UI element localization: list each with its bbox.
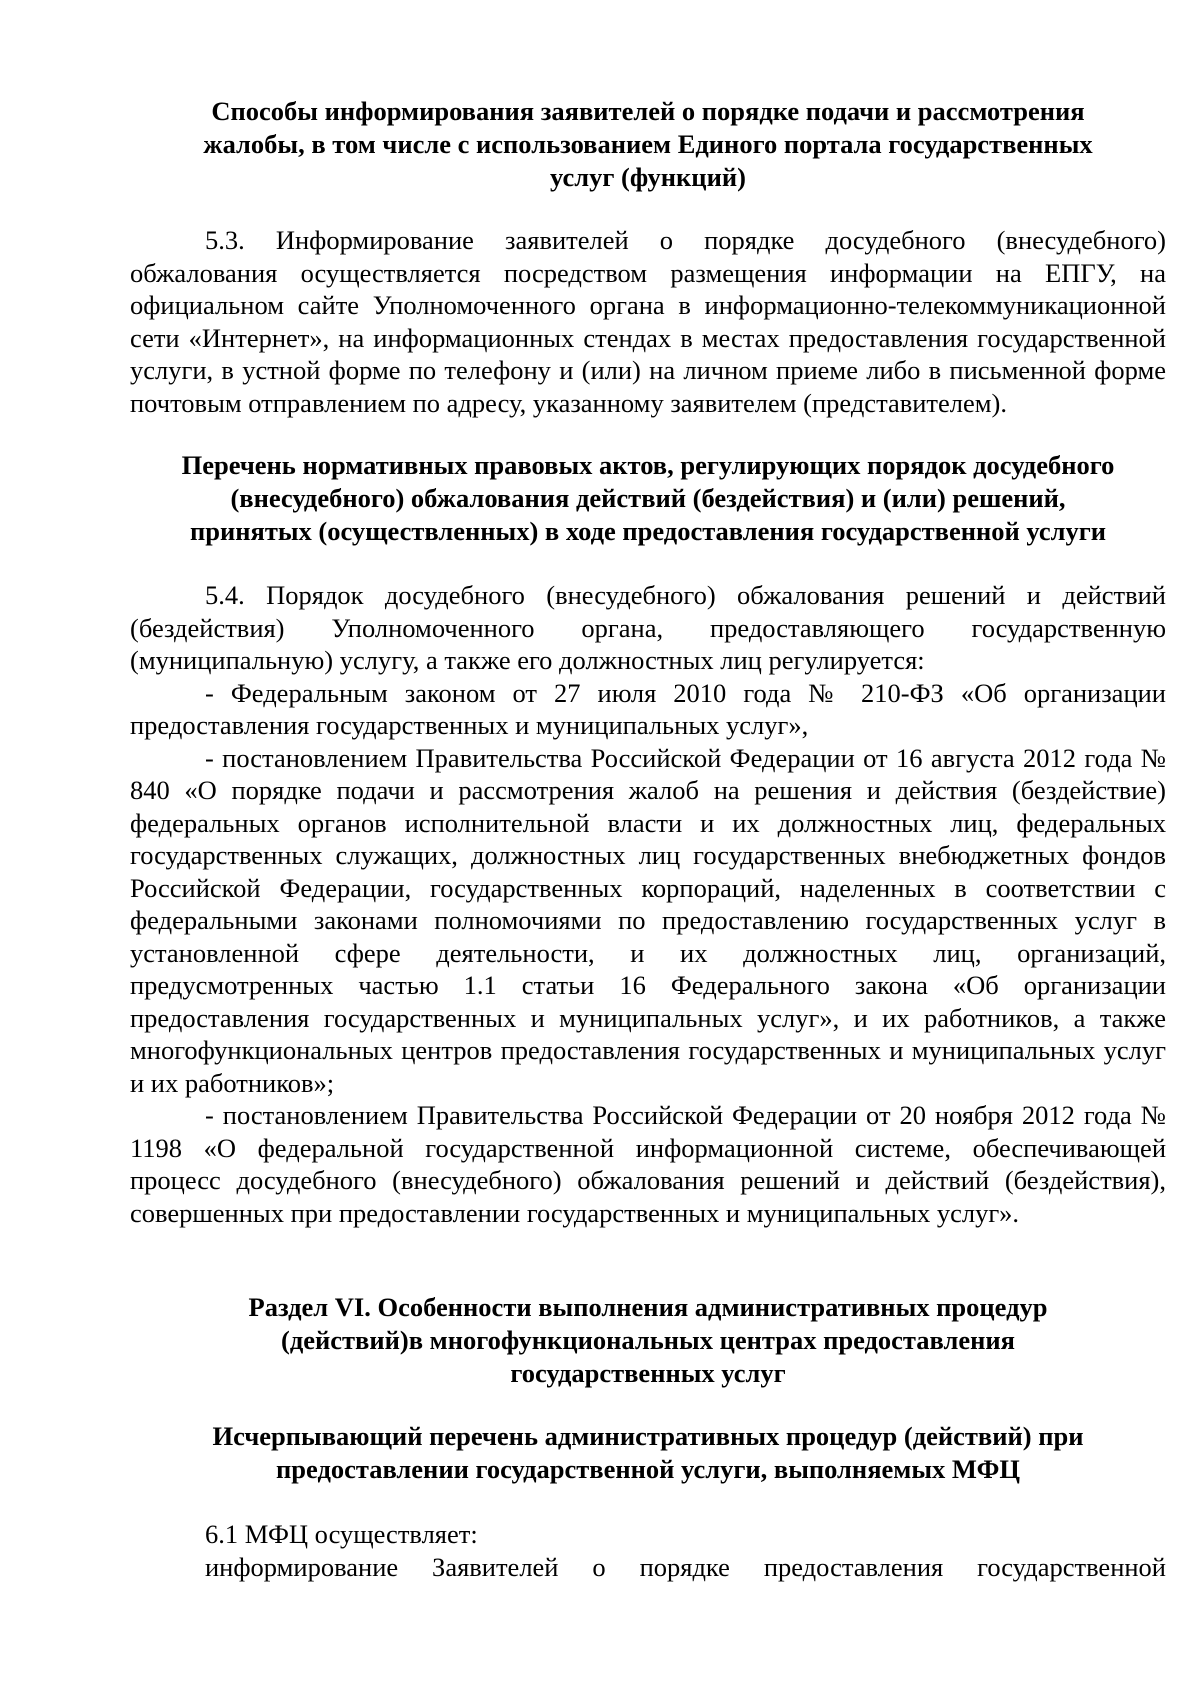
heading-line: (действий)в многофункциональных центрах предоставления [281,1325,1015,1355]
paragraph-5-4-intro: 5.4. Порядок досудебного (внесудебного) обжалования решений и действий (бездействия) Уполномоченного органа, предоставляющего государственную (муниципальную) услугу, а также его должностных лиц регулируется: [130,580,1166,675]
paragraph-6-1-first-line: информирование Заявителей о порядке предоставления государственной [205,1551,1166,1582]
section-heading-razdel-6 [130,1291,1166,1390]
heading-line: принятых (осуществленных) в ходе предоставления государственной услуги [189,516,1107,546]
paragraph-6-1-label: 6.1 МФЦ осуществляет: [205,1519,478,1549]
heading-line: Способы информирования заявителей о порядке подачи и рассмотрения [211,96,1085,126]
heading-line: (внесудебного) обжалования действий (бездействия) и (или) решений, [230,483,1066,513]
heading-line: Перечень нормативных правовых актов, регулирующих порядок досудебного [181,450,1115,480]
paragraph-5-4 [130,579,1166,1229]
list-item-resolution-840: - постановлением Правительства Российской Федерации от 16 августа 2012 года № 840 «О порядке подачи и рассмотрения жалоб на решения и действия (бездействие) федеральных органов исполнительной власти и их должностных лиц, федеральных государственных служащих, должностных лиц государственных внебюджетных фондов Российской Федерации, государственных корпораций, наделенных в соответствии с федеральными законами полномочиями по предоставлению государственных услуг в установленной сфере деятельности, и их должностных лиц, организаций, предусмотренных частью 1.1 статьи 16 Федерального закона «Об организации предоставления государственных и муниципальных услуг», и их работников, а также многофункциональных центров предоставления государственных и муниципальных услуг и их работников»; [130,742,1166,1098]
document-page [130,95,1166,1583]
section-heading-normative-acts [130,449,1166,548]
section-heading-mfc-procedures [130,1420,1166,1486]
paragraph-6-1 [130,1518,1166,1583]
heading-line: услуг (функций) [550,162,746,192]
section-heading-complaint-info [130,95,1166,194]
list-item-resolution-1198: - постановлением Правительства Российской Федерации от 20 ноября 2012 года № 1198 «О федеральной государственной информационной системе, обеспечивающей процесс досудебного (внесудебного) обжалования решений и действий (бездействия), совершенных при предоставлении государственных и муниципальных услуг». [130,1100,1166,1228]
heading-line: Раздел VI. Особенности выполнения административных процедур [248,1292,1048,1322]
heading-line: предоставлении государственной услуги, выполняемых МФЦ [276,1454,1020,1484]
list-item-federal-law: - Федеральным законом от 27 июля 2010 года № 210-ФЗ «Об организации предоставления государственных и муниципальных услуг», [130,677,1166,740]
heading-line: государственных услуг [510,1358,786,1388]
heading-line: Исчерпывающий перечень административных процедур (действий) при [212,1421,1084,1451]
paragraph-5-3: 5.3. Информирование заявителей о порядке досудебного (внесудебного) обжалования осуществляется посредством размещения информации на ЕПГУ, на официальном сайте Уполномоченного органа в информационно-телекоммуникационной сети «Интернет», на информационных стендах в местах предоставления государственной услуги, в устной форме по телефону и (или) на личном приеме либо в письменной форме почтовым отправлением по адресу, указанному заявителем (представителем). [130,225,1166,418]
heading-line: жалобы, в том числе с использованием Единого портала государственных [203,129,1093,159]
